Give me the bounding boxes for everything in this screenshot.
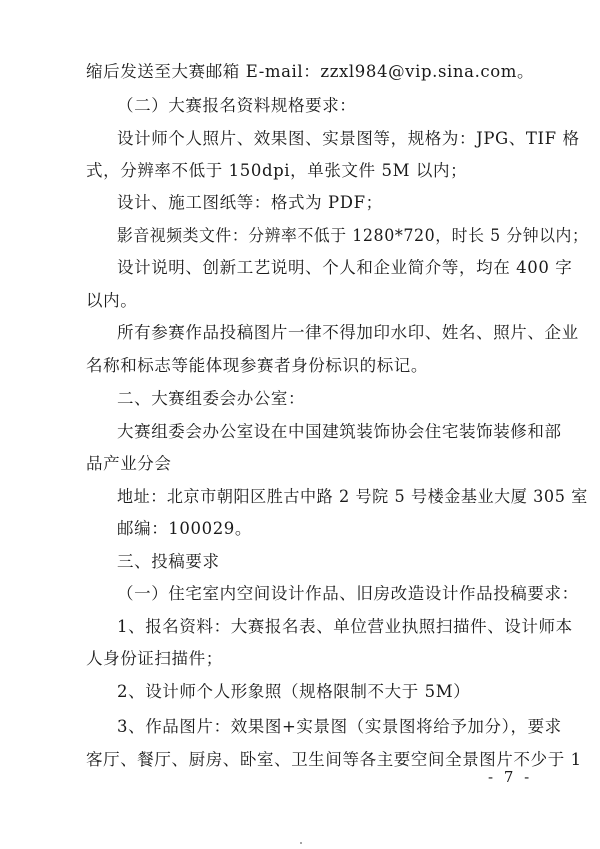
text-line: 2、设计师个人形象照（规格限制不大于 5M） (117, 682, 471, 701)
section-heading: 二、大赛组委会办公室： (117, 389, 306, 408)
text-line: 所有参赛作品投稿图片一律不得加印水印、姓名、照片、企业 (117, 323, 579, 342)
text-line: 设计师个人照片、效果图、实景图等，规格为：JPG、TIF 格 (117, 129, 580, 148)
address-line: 地址：北京市朝阳区胜古中路 2 号院 5 号楼金基业大厦 305 室 (117, 487, 588, 506)
text-line: 式，分辨率不低于 150dpi，单张文件 5M 以内； (86, 161, 468, 180)
text-line: 品产业分会 (86, 454, 172, 473)
page-number: - 7 - (488, 768, 533, 786)
section-heading: 三、投稿要求 (117, 552, 220, 571)
scan-speck (300, 842, 302, 844)
text-line: 设计、施工图纸等：格式为 PDF； (117, 193, 383, 212)
text-line: 大赛组委会办公室设在中国建筑装饰协会住宅装饰装修和部 (117, 422, 562, 441)
text-line: 客厅、餐厅、厨房、卧室、卫生间等各主要空间全景图片不少于 1 (86, 750, 582, 769)
text-line: 设计说明、创新工艺说明、个人和企业简介等，均在 400 字 (117, 258, 573, 277)
subsection-heading: （一）住宅室内空间设计作品、旧房改造设计作品投稿要求： (117, 584, 579, 603)
text-line: 人身份证扫描件； (86, 649, 223, 668)
postcode-line: 邮编：100029。 (117, 519, 252, 538)
section-heading: （二）大赛报名资料规格要求： (117, 96, 357, 115)
text-line: 3、作品图片：效果图+实景图（实景图将给予加分），要求 (117, 717, 562, 736)
text-line: 影音视频类文件：分辨率不低于 1280*720，时长 5 分钟以内； (117, 226, 589, 245)
text-line: 1、报名资料：大赛报名表、单位营业执照扫描件、设计师本 (117, 617, 573, 636)
text-line: 以内。 (86, 291, 138, 310)
text-line: 缩后发送至大赛邮箱 E-mail：zzxl984@vip.sina.com。 (86, 62, 535, 81)
text-line: 名称和标志等能体现参赛者身份标识的标记。 (86, 356, 428, 375)
